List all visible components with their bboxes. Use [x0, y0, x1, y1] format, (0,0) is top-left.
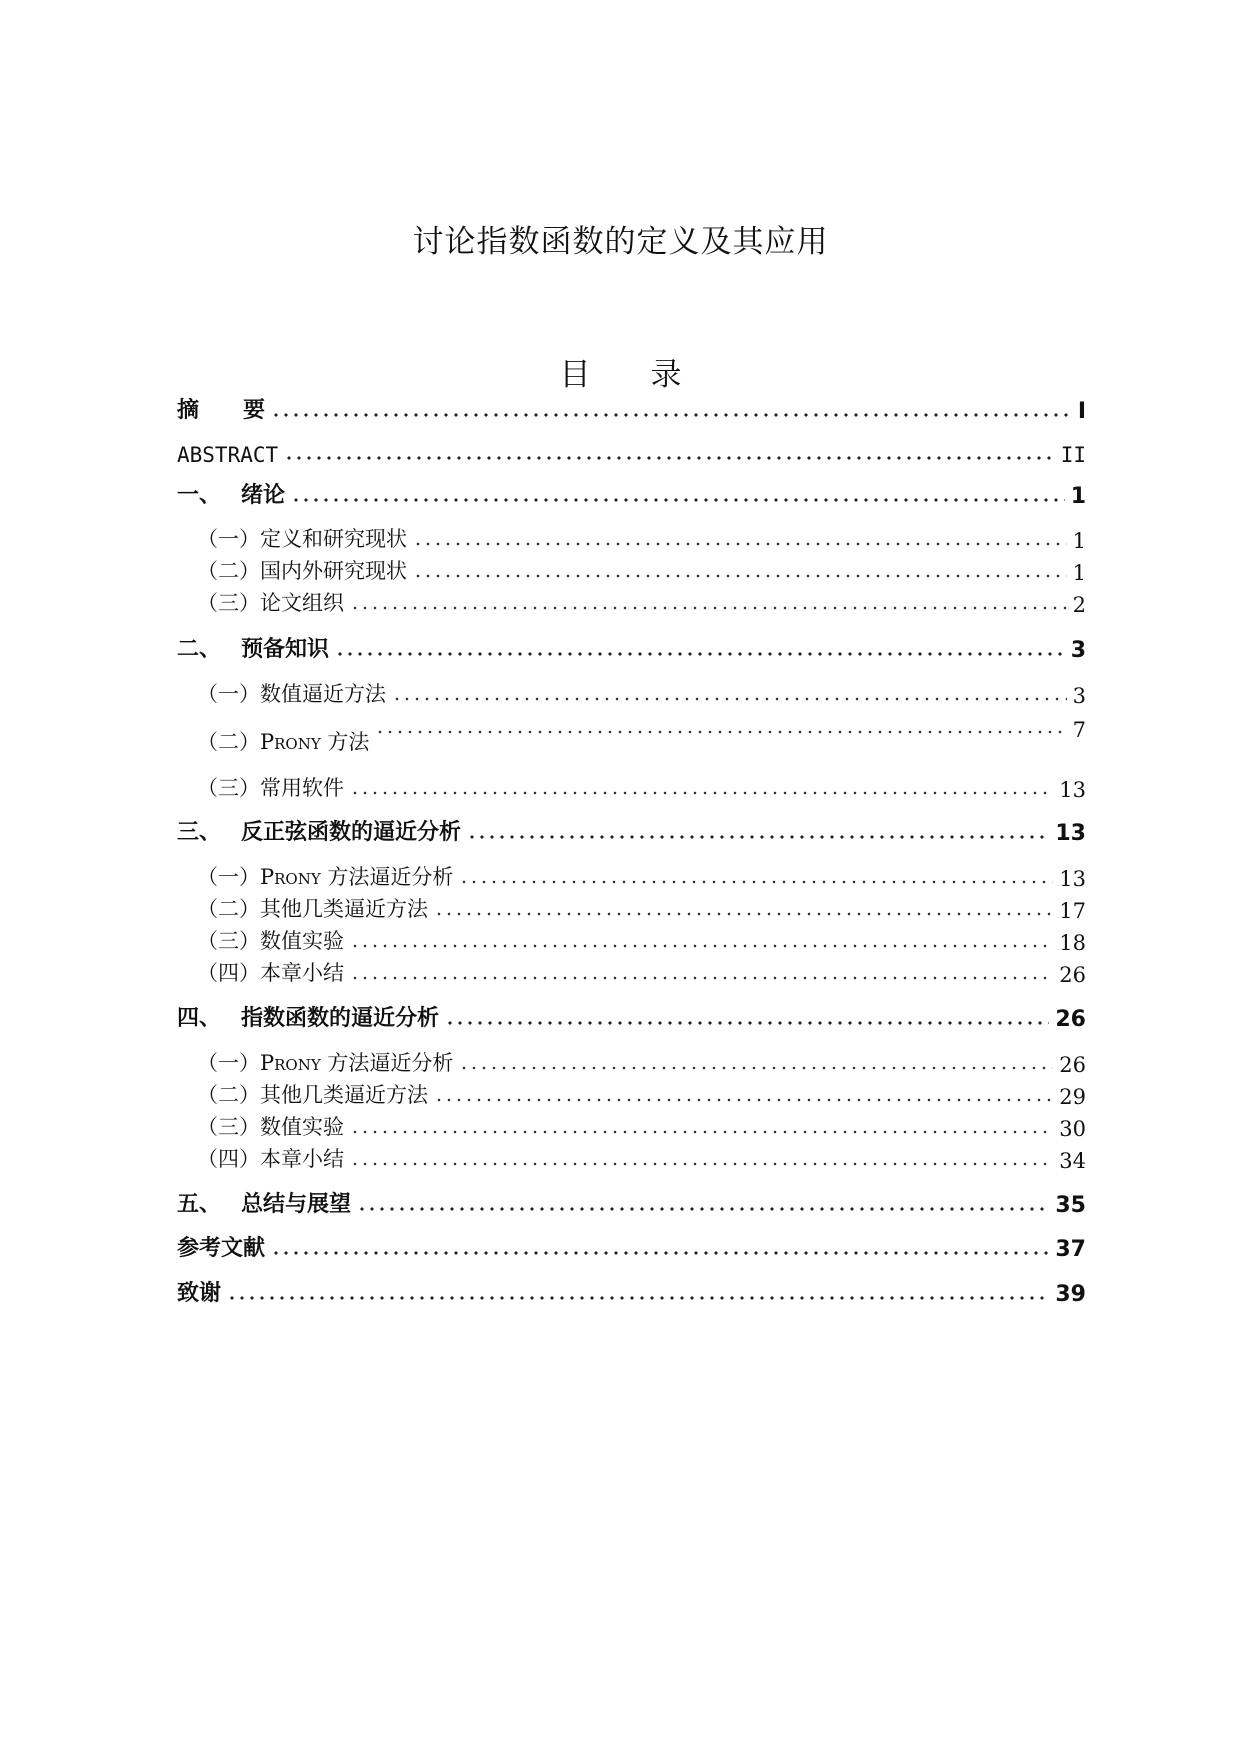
- toc-entry-section[interactable]: [197, 1043, 1086, 1077]
- toc-entry-page: 18: [1059, 931, 1086, 955]
- toc-dot-leader: [350, 791, 1053, 795]
- toc-entry-label: 摘 要: [177, 398, 266, 423]
- toc-entry-number: （四）: [197, 1147, 260, 1171]
- toc-entry-label: 论文组织: [260, 591, 344, 615]
- toc-entry-number: （三）: [197, 591, 260, 615]
- toc-entry-label: 本章小结: [260, 961, 344, 985]
- toc-entry-section[interactable]: [197, 551, 1086, 585]
- toc-entry-label: 反正弦函数的逼近分析: [241, 820, 462, 845]
- toc-entry-label: 其他几类逼近方法: [260, 897, 428, 921]
- toc-entry-label: 总结与展望: [241, 1192, 352, 1217]
- toc-dot-leader: [227, 1296, 1049, 1300]
- toc-entry-chapter-5[interactable]: [177, 1184, 1086, 1218]
- toc-entry-section[interactable]: [197, 857, 1086, 891]
- toc-entry-section[interactable]: [197, 1075, 1086, 1109]
- toc-entry-number: （三）: [197, 776, 260, 800]
- toc-entry-label: 本章小结: [260, 1147, 344, 1171]
- toc-dot-leader: [271, 413, 1072, 417]
- toc-entry-page: 34: [1059, 1149, 1086, 1173]
- toc-entry-section[interactable]: [197, 921, 1086, 955]
- toc-entry-abstract-en[interactable]: [177, 433, 1086, 467]
- toc-entry-page: 26: [1055, 1007, 1086, 1032]
- toc-entry-page: 13: [1055, 821, 1086, 846]
- toc-entry-page: 26: [1059, 963, 1086, 987]
- toc-entry-number: （一）: [197, 527, 260, 551]
- toc-dot-leader: [467, 835, 1049, 839]
- toc-dot-leader: [335, 652, 1065, 656]
- toc-entry-abstract-cn[interactable]: [177, 390, 1086, 424]
- toc-entry-label: 数值逼近方法: [260, 682, 386, 706]
- toc-entry-page: I: [1077, 399, 1086, 424]
- toc-dot-leader: [434, 1098, 1053, 1102]
- toc-entry-label: 致谢: [177, 1281, 222, 1306]
- toc-entry-chapter-2[interactable]: [177, 629, 1086, 663]
- toc-dot-leader: [291, 498, 1065, 502]
- toc-entry-label: 其他几类逼近方法: [260, 1083, 428, 1107]
- toc-entry-page: 37: [1055, 1237, 1086, 1262]
- toc-entry-number: （一）: [197, 682, 260, 706]
- toc-entry-number: （二）: [197, 897, 260, 921]
- toc-entry-number: 一、: [177, 483, 222, 508]
- document-title: 讨论指数函数的定义及其应用: [412, 224, 829, 260]
- toc-dot-leader: [350, 944, 1053, 948]
- toc-entry-number: 五、: [177, 1192, 222, 1217]
- toc-dot-leader: [392, 697, 1067, 701]
- toc-dot-leader: [284, 456, 1055, 460]
- toc-dot-leader: [413, 574, 1067, 578]
- toc-dot-leader: [459, 1066, 1053, 1070]
- toc-entry-page: 7: [1072, 718, 1086, 742]
- toc-dot-leader: [350, 1162, 1053, 1166]
- toc-dot-leader: [350, 606, 1067, 610]
- toc-entry-number: （一）: [197, 865, 260, 889]
- toc-entry-page: 13: [1059, 867, 1086, 891]
- toc-entry-page: 35: [1055, 1193, 1086, 1218]
- toc-entry-label: 参考文献: [177, 1236, 266, 1261]
- toc-entry-section[interactable]: [197, 1139, 1086, 1173]
- toc-entry-section[interactable]: [197, 889, 1086, 923]
- toc-entry-references[interactable]: [177, 1228, 1086, 1262]
- toc-entry-label: 数值实验: [260, 1115, 344, 1139]
- toc-entry-label: 指数函数的逼近分析: [241, 1006, 440, 1031]
- toc-entry-page: 1: [1070, 484, 1086, 509]
- toc-entry-section[interactable]: [197, 718, 1086, 756]
- toc-entry-page: 3: [1070, 638, 1086, 663]
- toc-entry-chapter-3[interactable]: [177, 812, 1086, 846]
- toc-entry-number: （二）: [197, 559, 260, 583]
- toc-entry-label: Prony 方法逼近分析: [260, 1051, 454, 1075]
- toc-entry-number: （二）: [197, 730, 260, 754]
- toc-entry-label: 绪论: [241, 483, 286, 508]
- toc-entry-page: 39: [1055, 1282, 1086, 1307]
- toc-entry-label: ABSTRACT: [177, 443, 279, 467]
- toc-entry-section[interactable]: [197, 674, 1086, 708]
- toc-entry-label: 国内外研究现状: [260, 559, 407, 583]
- toc-entry-page: 26: [1059, 1053, 1086, 1077]
- toc-heading-char-1: 目: [559, 357, 591, 393]
- toc-dot-leader: [357, 1207, 1049, 1211]
- toc-entry-number: （二）: [197, 1083, 260, 1107]
- toc-entry-page: 1: [1072, 561, 1086, 585]
- toc-entry-acknowledgements[interactable]: [177, 1273, 1086, 1307]
- toc-entry-page: II: [1060, 443, 1086, 467]
- toc-entry-section[interactable]: [197, 768, 1086, 802]
- toc-entry-number: （四）: [197, 961, 260, 985]
- toc-entry-section[interactable]: [197, 583, 1086, 617]
- toc-dot-leader: [375, 730, 1066, 734]
- toc-entry-section[interactable]: [197, 1107, 1086, 1141]
- toc-entry-section[interactable]: [197, 519, 1086, 553]
- toc-dot-leader: [350, 1130, 1053, 1134]
- toc-entry-label: Prony 方法逼近分析: [260, 865, 454, 889]
- toc-entry-section[interactable]: [197, 953, 1086, 987]
- toc-entry-number: 四、: [177, 1006, 222, 1031]
- toc-entry-label: 预备知识: [241, 637, 330, 662]
- toc-entry-chapter-1[interactable]: [177, 475, 1086, 509]
- toc-dot-leader: [434, 912, 1053, 916]
- toc-entry-page: 3: [1072, 684, 1086, 708]
- toc-entry-number: （一）: [197, 1051, 260, 1075]
- toc-entry-label: 定义和研究现状: [260, 527, 407, 551]
- toc-entry-label: 数值实验: [260, 929, 344, 953]
- toc-dot-leader: [413, 542, 1067, 546]
- toc-entry-number: （三）: [197, 1115, 260, 1139]
- toc-entry-page: 17: [1059, 899, 1086, 923]
- toc-heading-char-2: 录: [650, 357, 682, 393]
- toc-entry-number: 二、: [177, 637, 222, 662]
- toc-dot-leader: [445, 1021, 1049, 1025]
- toc-entry-label: Prony 方法: [260, 730, 370, 754]
- toc-entry-label: 常用软件: [260, 776, 344, 800]
- toc-entry-page: 13: [1059, 778, 1086, 802]
- toc-dot-leader: [271, 1251, 1049, 1255]
- toc-entry-page: 2: [1072, 593, 1086, 617]
- toc-entry-chapter-4[interactable]: [177, 998, 1086, 1032]
- toc-entry-number: （三）: [197, 929, 260, 953]
- toc-entry-number: 三、: [177, 820, 222, 845]
- toc-entry-page: 1: [1072, 529, 1086, 553]
- toc-dot-leader: [350, 976, 1053, 980]
- toc-entry-page: 30: [1059, 1117, 1086, 1141]
- toc-entry-page: 29: [1059, 1085, 1086, 1109]
- toc-dot-leader: [459, 880, 1053, 884]
